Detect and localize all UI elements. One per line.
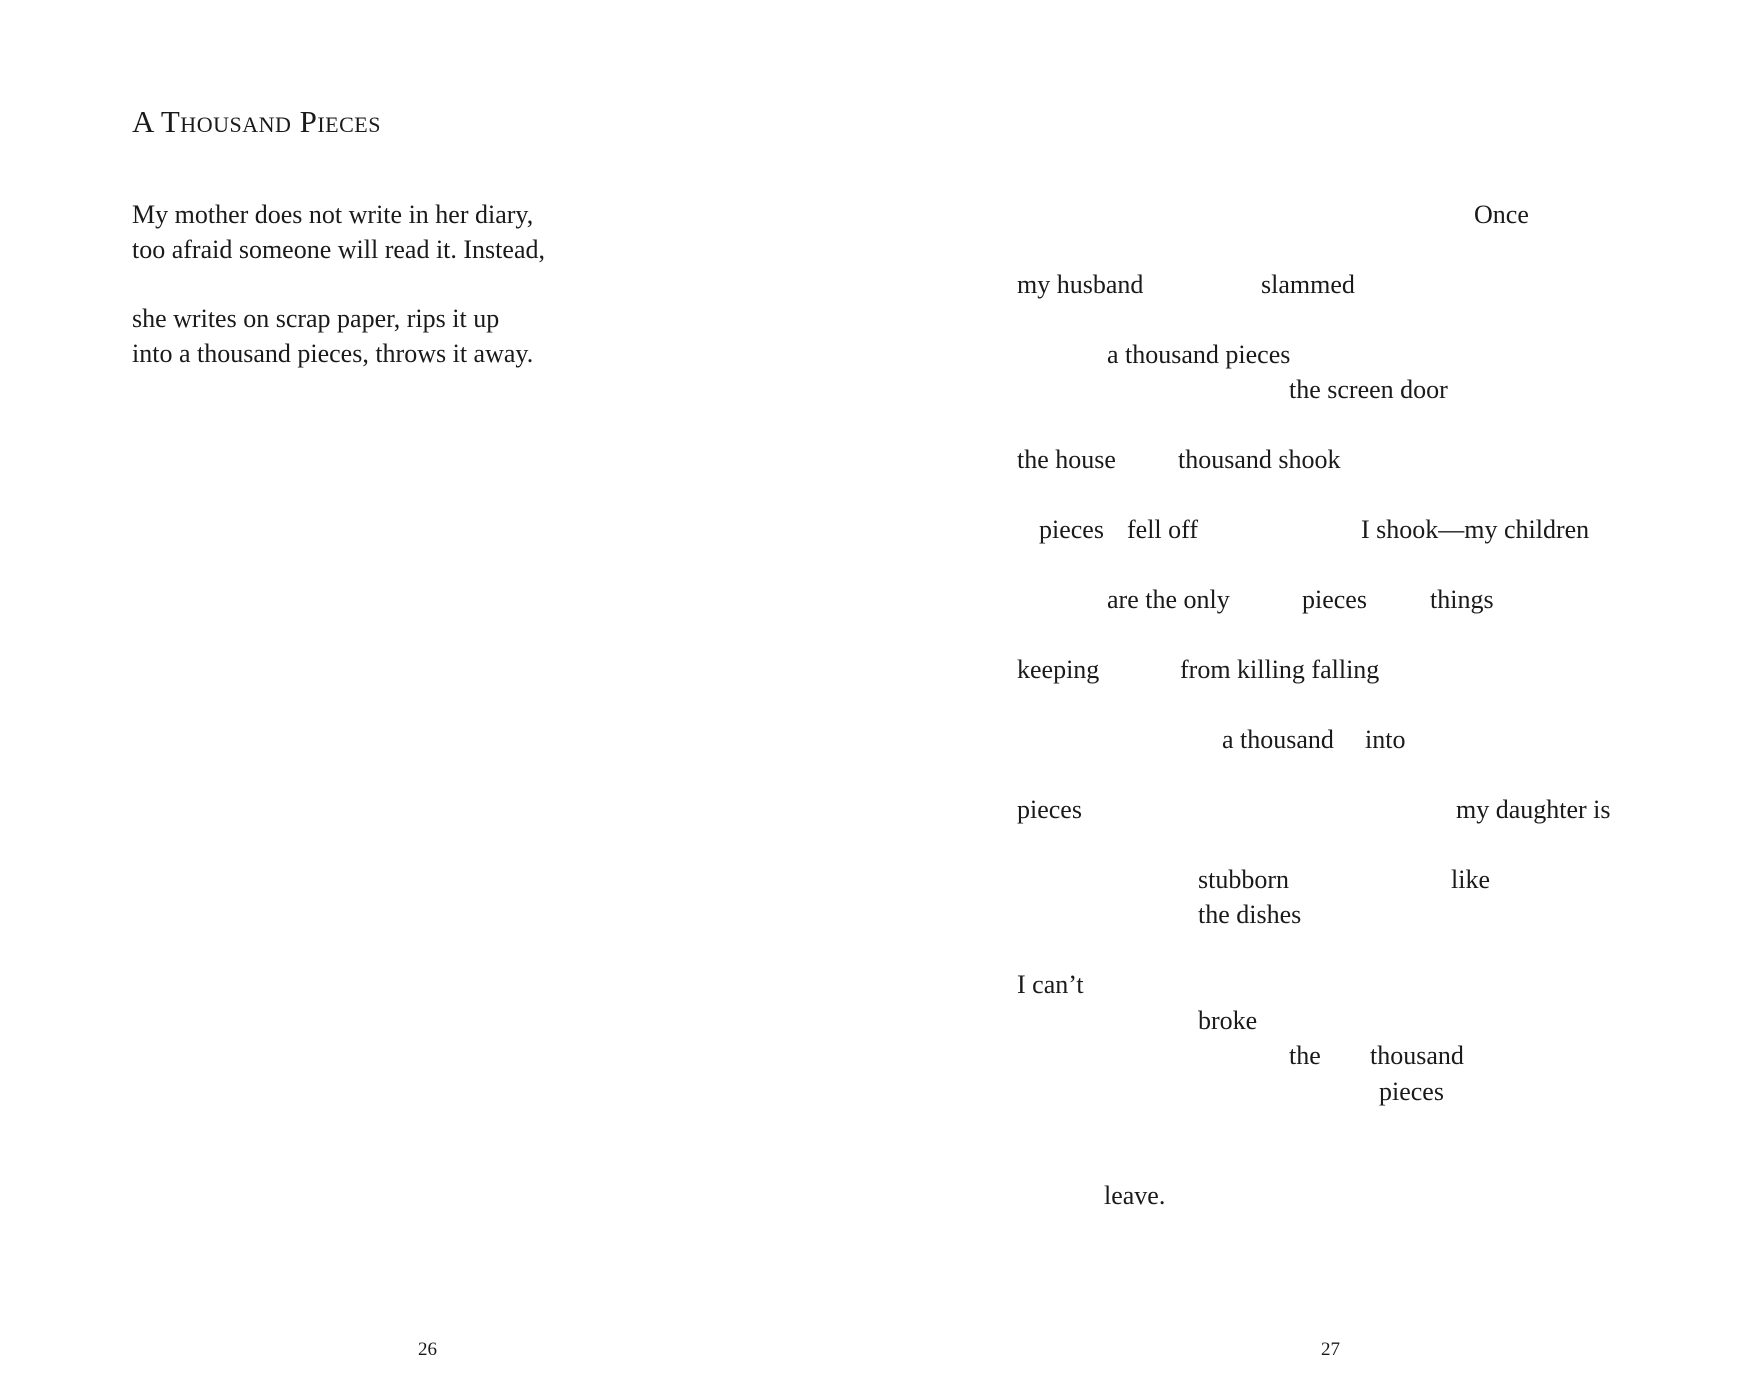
poem-fragment: I shook—my children bbox=[1361, 515, 1590, 544]
poem-line: she writes on scrap paper, rips it up bbox=[132, 304, 500, 333]
poem-fragment: the dishes bbox=[1198, 900, 1302, 929]
poem-fragment: the screen door bbox=[1289, 375, 1448, 404]
poem-fragment: pieces bbox=[1017, 795, 1082, 824]
stanza-1 bbox=[132, 197, 545, 267]
poem-line: My mother does not write in her diary, bbox=[132, 200, 534, 229]
poem-fragment: my husband bbox=[1017, 270, 1144, 299]
poem-fragment: stubborn bbox=[1198, 865, 1289, 894]
poem-fragment: thousand shook bbox=[1178, 445, 1341, 474]
poem-fragment: my daughter is bbox=[1456, 795, 1611, 824]
right-page bbox=[875, 0, 1750, 1400]
poem-fragment: fell off bbox=[1127, 515, 1198, 544]
poem-line: into a thousand pieces, throws it away. bbox=[132, 339, 534, 368]
poem-fragment: the house bbox=[1017, 445, 1116, 474]
poem-fragment: slammed bbox=[1261, 270, 1355, 299]
poem-fragment: pieces bbox=[1379, 1077, 1444, 1106]
poem-fragment: thousand bbox=[1370, 1041, 1464, 1070]
poem-fragment: things bbox=[1430, 585, 1494, 614]
poem-fragment: Once bbox=[1474, 200, 1529, 229]
poem-title: A Thousand Pieces bbox=[132, 104, 381, 139]
poem-fragment: I can’t bbox=[1017, 970, 1084, 999]
poem-fragment: broke bbox=[1198, 1006, 1258, 1035]
poem-fragment: leave. bbox=[1104, 1181, 1166, 1210]
poem-fragment: from killing falling bbox=[1180, 655, 1380, 684]
poem-fragment: pieces bbox=[1302, 585, 1367, 614]
poem-fragment: pieces bbox=[1039, 515, 1104, 544]
poem-fragment: into bbox=[1365, 725, 1406, 754]
stanza-2 bbox=[132, 301, 533, 371]
poem-fragment: a thousand pieces bbox=[1107, 340, 1291, 369]
page-number-right: 27 bbox=[1321, 1339, 1340, 1360]
poem-line: too afraid someone will read it. Instead, bbox=[132, 235, 545, 264]
page-number-left: 26 bbox=[418, 1339, 437, 1360]
poem-fragment: are the only bbox=[1107, 585, 1230, 614]
poem-fragment: a thousand bbox=[1222, 725, 1334, 754]
poem-fragment: the bbox=[1289, 1041, 1321, 1070]
poem-fragment: like bbox=[1451, 865, 1490, 894]
poem-fragment: keeping bbox=[1017, 655, 1100, 684]
